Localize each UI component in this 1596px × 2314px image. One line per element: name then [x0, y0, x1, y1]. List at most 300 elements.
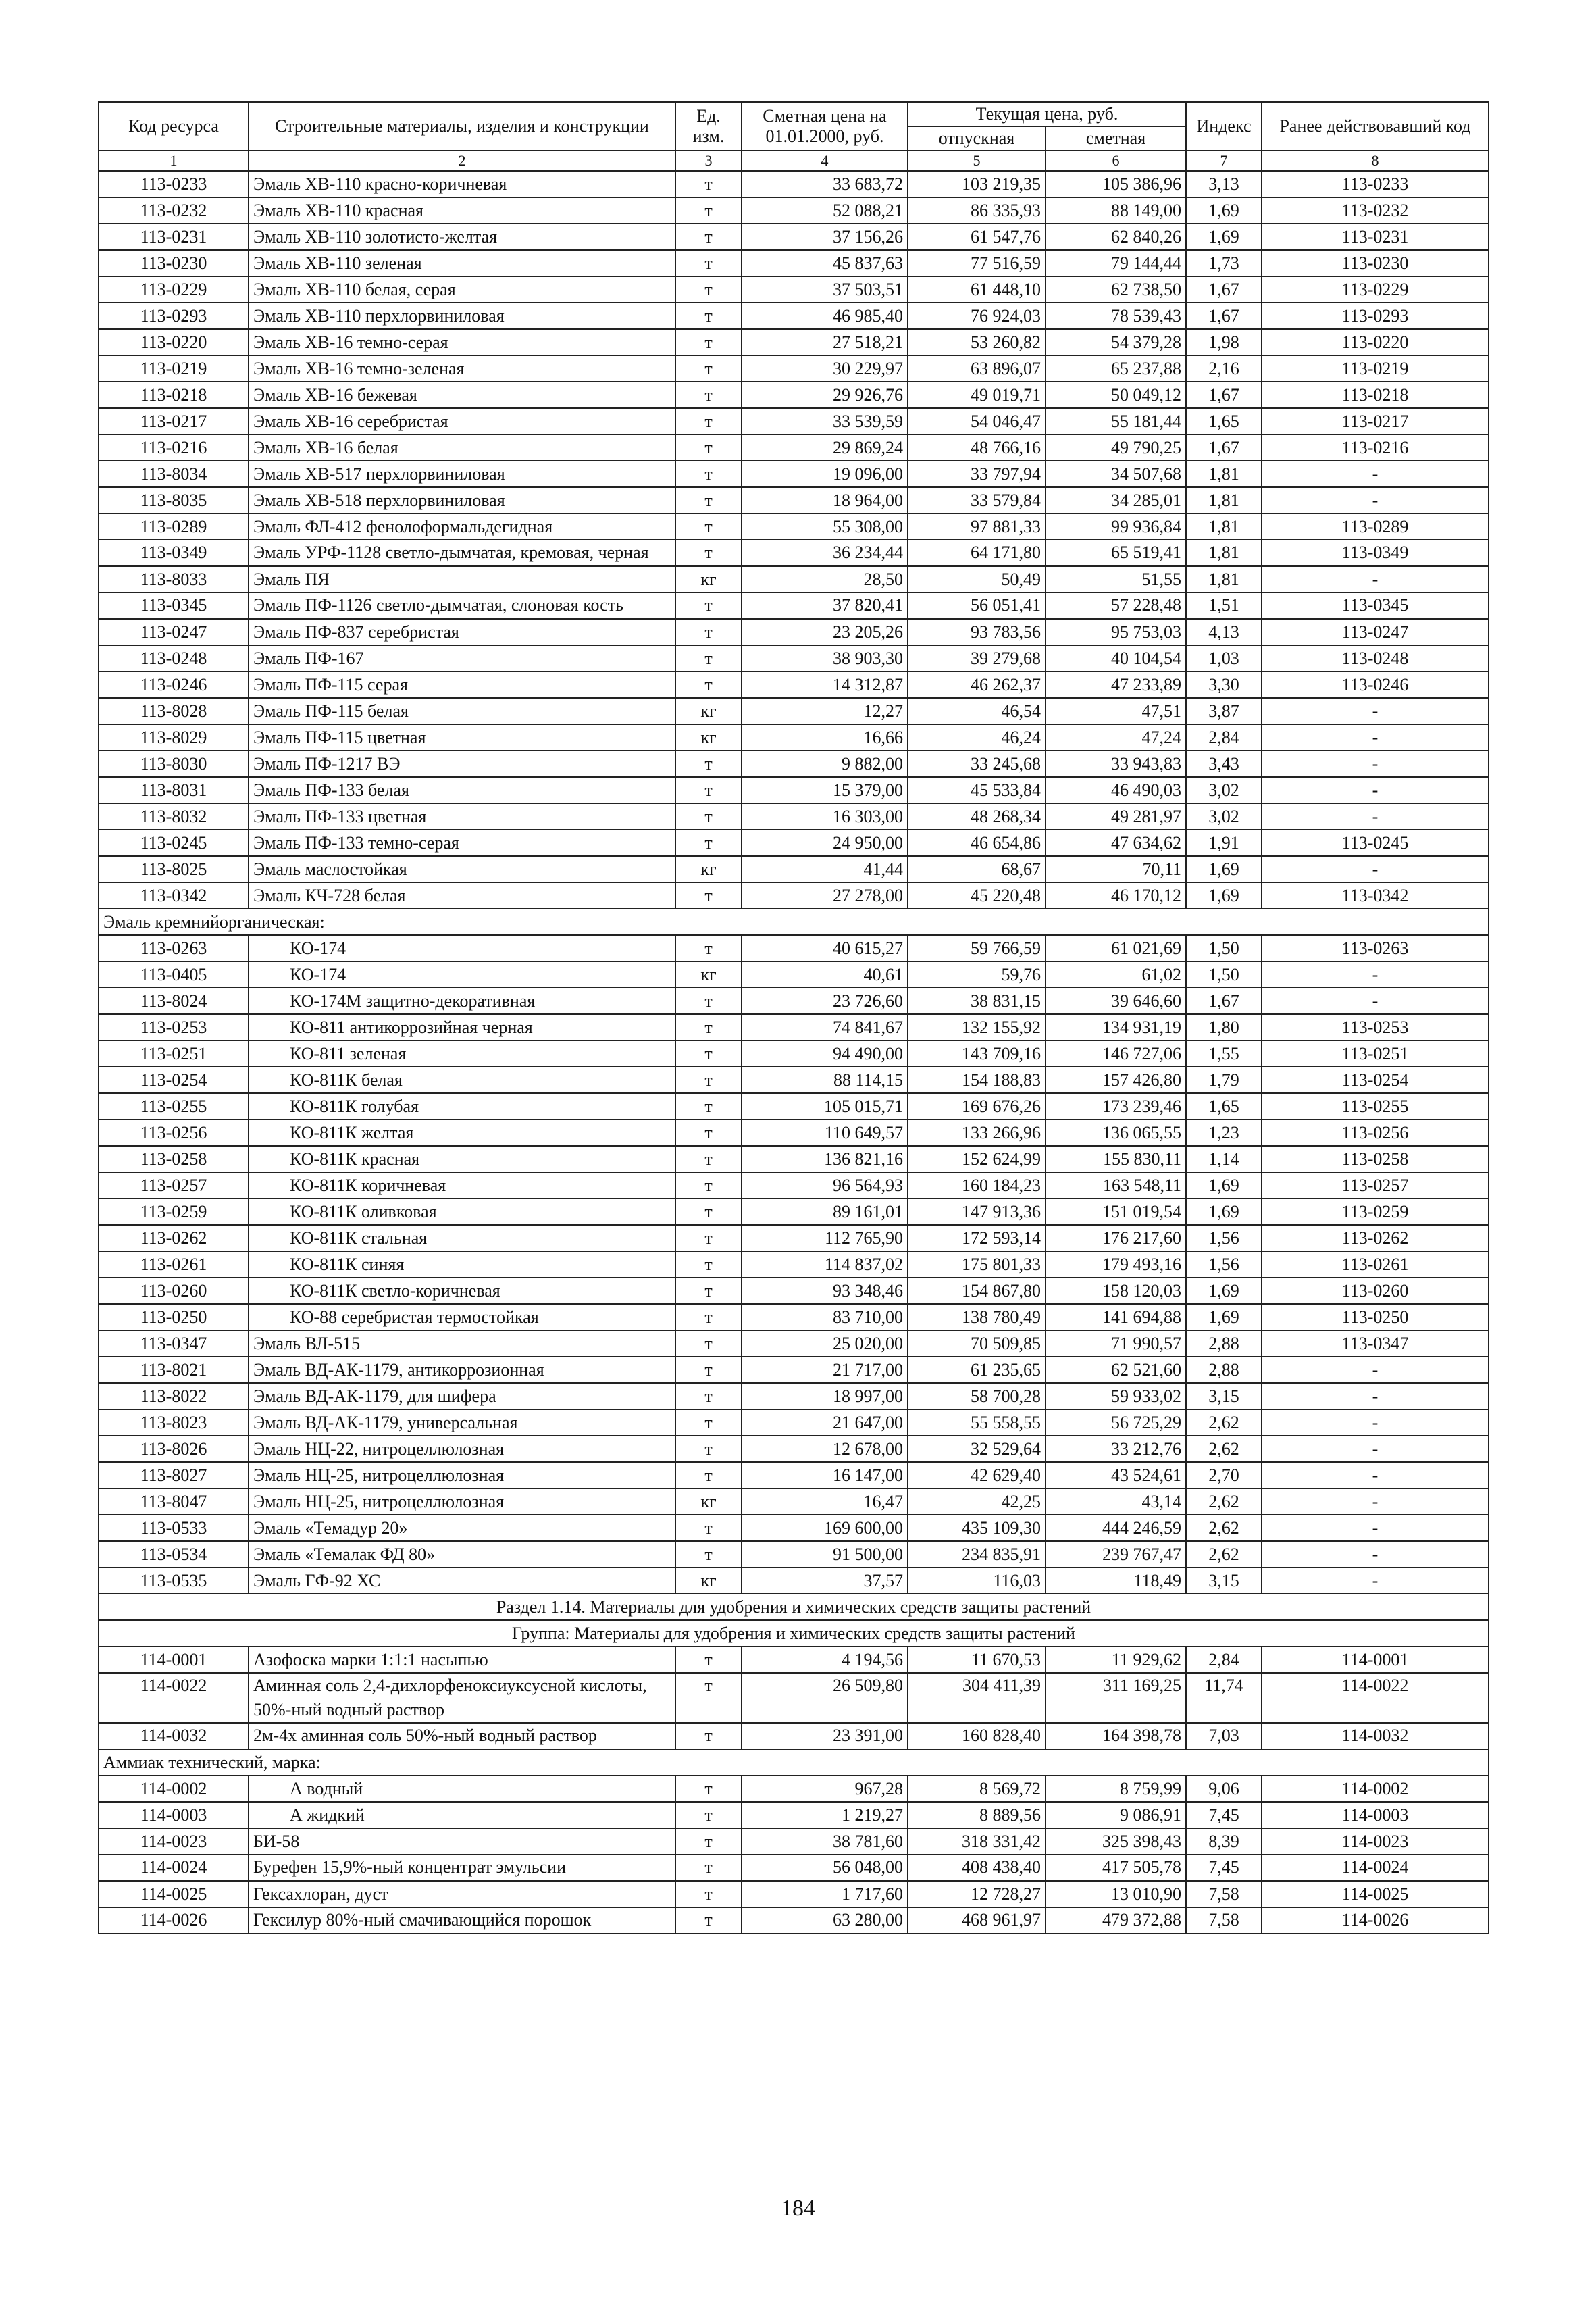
estimated-price: 8 759,99 [1046, 1776, 1186, 1802]
table-row [99, 329, 1489, 355]
price-index: 1,81 [1186, 487, 1262, 513]
retail-price: 138 780,49 [908, 1304, 1046, 1330]
table-row [99, 1357, 1489, 1383]
retail-price: 143 709,16 [908, 1040, 1046, 1067]
retail-price: 11 670,53 [908, 1646, 1046, 1673]
price-2000: 28,50 [742, 566, 908, 593]
table-row [99, 1067, 1489, 1093]
estimated-price: 151 019,54 [1046, 1199, 1186, 1225]
material-name: КО-811К стальная [249, 1225, 675, 1251]
material-name: Эмаль ХВ-110 красная [249, 197, 675, 224]
previous-code: 113-0245 [1262, 830, 1489, 856]
unit: т [675, 1409, 742, 1436]
retail-price: 160 184,23 [908, 1172, 1046, 1199]
estimated-price: 479 372,88 [1046, 1907, 1186, 1934]
unit: т [675, 1330, 742, 1357]
previous-code: - [1262, 1409, 1489, 1436]
material-name: Эмаль ХВ-517 перхлорвиниловая [249, 461, 675, 487]
price-2000: 40 615,27 [742, 935, 908, 961]
table-row [99, 1409, 1489, 1436]
price-2000: 37 820,41 [742, 593, 908, 619]
resource-code: 113-0256 [99, 1120, 249, 1146]
header-estimated: сметная [1046, 126, 1186, 151]
price-2000: 88 114,15 [742, 1067, 908, 1093]
estimated-price: 43 524,61 [1046, 1462, 1186, 1488]
header-price-2000: Сметная цена на 01.01.2000, руб. [742, 102, 908, 151]
estimated-price: 79 144,44 [1046, 250, 1186, 276]
table-row [99, 540, 1489, 566]
resource-code: 113-0259 [99, 1199, 249, 1225]
price-index: 2,84 [1186, 1646, 1262, 1673]
table-row [99, 250, 1489, 276]
estimated-price: 62 840,26 [1046, 224, 1186, 250]
unit: т [675, 988, 742, 1014]
resource-code: 113-0218 [99, 382, 249, 408]
column-number: 1 [99, 151, 249, 171]
price-index: 1,56 [1186, 1225, 1262, 1251]
resource-code: 113-0535 [99, 1567, 249, 1594]
estimated-price: 33 212,76 [1046, 1436, 1186, 1462]
page-number: 184 [781, 2196, 815, 2221]
price-index: 9,06 [1186, 1776, 1262, 1802]
price-2000: 93 348,46 [742, 1278, 908, 1304]
unit: т [675, 1093, 742, 1120]
price-2000: 63 280,00 [742, 1907, 908, 1934]
table-row [99, 672, 1489, 698]
retail-price: 132 155,92 [908, 1014, 1046, 1040]
estimated-price: 33 943,83 [1046, 751, 1186, 777]
unit: кг [675, 1567, 742, 1594]
resource-code: 114-0001 [99, 1646, 249, 1673]
resource-code: 113-0219 [99, 355, 249, 382]
estimated-price: 141 694,88 [1046, 1304, 1186, 1330]
silicone-enamel-rows [99, 935, 1489, 1330]
unit: т [675, 619, 742, 645]
estimated-price: 173 239,46 [1046, 1093, 1186, 1120]
resource-code: 114-0003 [99, 1802, 249, 1828]
unit: т [675, 1278, 742, 1304]
price-index: 7,58 [1186, 1881, 1262, 1907]
table-row [99, 276, 1489, 303]
unit: т [675, 1802, 742, 1828]
unit: т [675, 1673, 742, 1723]
estimated-price: 61 021,69 [1046, 935, 1186, 961]
price-index: 1,81 [1186, 566, 1262, 593]
price-2000: 37 156,26 [742, 224, 908, 250]
group-label-ammonia: Аммиак технический, марка: [99, 1749, 1489, 1776]
table-row [99, 882, 1489, 909]
retail-price: 42 629,40 [908, 1462, 1046, 1488]
price-index: 3,87 [1186, 698, 1262, 724]
previous-code: - [1262, 961, 1489, 988]
price-2000: 33 683,72 [742, 171, 908, 197]
retail-price: 154 188,83 [908, 1067, 1046, 1093]
price-2000: 15 379,00 [742, 777, 908, 803]
material-name: КО-811К светло-коричневая [249, 1278, 675, 1304]
unit: т [675, 1462, 742, 1488]
table-row [99, 1172, 1489, 1199]
price-2000: 16 303,00 [742, 803, 908, 830]
price-2000: 18 997,00 [742, 1383, 908, 1409]
previous-code: 114-0024 [1262, 1855, 1489, 1881]
retail-price: 46,24 [908, 724, 1046, 751]
previous-code: - [1262, 751, 1489, 777]
table-row [99, 751, 1489, 777]
previous-code: - [1262, 566, 1489, 593]
material-name: Эмаль ВЛ-515 [249, 1330, 675, 1357]
material-name: Эмаль ПФ-133 темно-серая [249, 830, 675, 856]
price-index: 1,98 [1186, 329, 1262, 355]
unit: т [675, 1225, 742, 1251]
group-silicone [99, 909, 1489, 935]
retail-price: 234 835,91 [908, 1541, 1046, 1567]
retail-price: 48 766,16 [908, 434, 1046, 461]
resource-code: 113-0261 [99, 1251, 249, 1278]
price-index: 2,62 [1186, 1515, 1262, 1541]
resource-code: 113-0250 [99, 1304, 249, 1330]
estimated-price: 239 767,47 [1046, 1541, 1186, 1567]
price-2000: 9 882,00 [742, 751, 908, 777]
previous-code: 113-0256 [1262, 1120, 1489, 1146]
table-row [99, 1828, 1489, 1855]
table-row [99, 197, 1489, 224]
previous-code: - [1262, 698, 1489, 724]
previous-code: - [1262, 988, 1489, 1014]
table-row [99, 487, 1489, 513]
material-name: КО-811К красная [249, 1146, 675, 1172]
previous-code: 113-0349 [1262, 540, 1489, 566]
previous-code: 113-0254 [1262, 1067, 1489, 1093]
price-2000: 30 229,97 [742, 355, 908, 382]
retail-price: 45 533,84 [908, 777, 1046, 803]
price-index: 1,81 [1186, 513, 1262, 540]
retail-price: 33 579,84 [908, 487, 1046, 513]
estimated-price: 99 936,84 [1046, 513, 1186, 540]
retail-price: 53 260,82 [908, 329, 1046, 355]
previous-code: 113-0220 [1262, 329, 1489, 355]
enamel-rows [99, 171, 1489, 909]
retail-price: 39 279,68 [908, 645, 1046, 672]
price-2000: 23 205,26 [742, 619, 908, 645]
material-name: Эмаль ПФ-115 белая [249, 698, 675, 724]
unit: т [675, 224, 742, 250]
price-2000: 4 194,56 [742, 1646, 908, 1673]
price-index: 3,13 [1186, 171, 1262, 197]
price-index: 1,73 [1186, 250, 1262, 276]
price-index: 2,84 [1186, 724, 1262, 751]
resource-code: 113-0248 [99, 645, 249, 672]
resource-code: 113-0216 [99, 434, 249, 461]
resource-code: 113-8028 [99, 698, 249, 724]
price-index: 2,62 [1186, 1436, 1262, 1462]
retail-price: 76 924,03 [908, 303, 1046, 329]
resource-code: 113-8031 [99, 777, 249, 803]
price-2000: 169 600,00 [742, 1515, 908, 1541]
material-name: Эмаль ХВ-16 темно-зеленая [249, 355, 675, 382]
table-row [99, 434, 1489, 461]
price-index: 1,51 [1186, 593, 1262, 619]
estimated-price: 134 931,19 [1046, 1014, 1186, 1040]
estimated-price: 157 426,80 [1046, 1067, 1186, 1093]
previous-code: 113-0289 [1262, 513, 1489, 540]
price-2000: 967,28 [742, 1776, 908, 1802]
unit: т [675, 1907, 742, 1934]
estimated-price: 47 634,62 [1046, 830, 1186, 856]
previous-code: 113-0218 [1262, 382, 1489, 408]
estimated-price: 34 285,01 [1046, 487, 1186, 513]
material-name: КО-811К желтая [249, 1120, 675, 1146]
unit: т [675, 1172, 742, 1199]
unit: т [675, 1146, 742, 1172]
retail-price: 175 801,33 [908, 1251, 1046, 1278]
resource-code: 113-0260 [99, 1278, 249, 1304]
estimated-price: 146 727,06 [1046, 1040, 1186, 1067]
table-row [99, 1383, 1489, 1409]
retail-price: 147 913,36 [908, 1199, 1046, 1225]
unit: кг [675, 856, 742, 882]
retail-price: 50,49 [908, 566, 1046, 593]
material-name: КО-811 антикоррозийная черная [249, 1014, 675, 1040]
material-name: Гексилур 80%-ный смачивающийся порошок [249, 1907, 675, 1934]
resource-code: 113-0347 [99, 1330, 249, 1357]
retail-price: 61 448,10 [908, 276, 1046, 303]
previous-code: 113-0262 [1262, 1225, 1489, 1251]
table-row [99, 1541, 1489, 1567]
price-index: 2,70 [1186, 1462, 1262, 1488]
estimated-price: 95 753,03 [1046, 619, 1186, 645]
table-row [99, 1567, 1489, 1594]
price-index: 1,67 [1186, 382, 1262, 408]
resource-code: 113-0217 [99, 408, 249, 434]
header-index: Индекс [1186, 102, 1262, 151]
unit: т [675, 1881, 742, 1907]
unit: т [675, 1541, 742, 1567]
table-row [99, 355, 1489, 382]
price-index: 1,67 [1186, 276, 1262, 303]
previous-code: 113-0246 [1262, 672, 1489, 698]
material-name: Азофоска марки 1:1:1 насыпью [249, 1646, 675, 1673]
material-name: Эмаль УРФ-1128 светло-дымчатая, кремовая, черная [249, 540, 675, 566]
retail-price: 59 766,59 [908, 935, 1046, 961]
header-prev-code: Ранее действовавший код [1262, 102, 1489, 151]
estimated-price: 59 933,02 [1046, 1383, 1186, 1409]
resource-code: 113-8027 [99, 1462, 249, 1488]
price-index: 1,69 [1186, 197, 1262, 224]
resource-code: 113-8030 [99, 751, 249, 777]
unit: т [675, 1723, 742, 1749]
estimated-price: 56 725,29 [1046, 1409, 1186, 1436]
price-index: 1,81 [1186, 461, 1262, 487]
retail-price: 45 220,48 [908, 882, 1046, 909]
retail-price: 61 547,76 [908, 224, 1046, 250]
material-name: Эмаль ПФ-1126 светло-дымчатая, слоновая кость [249, 593, 675, 619]
column-number: 8 [1262, 151, 1489, 171]
estimated-price: 46 170,12 [1046, 882, 1186, 909]
previous-code: - [1262, 487, 1489, 513]
material-name: 2м-4х аминная соль 50%-ный водный раствор [249, 1723, 675, 1749]
material-name: Эмаль ПФ-133 белая [249, 777, 675, 803]
price-2000: 21 717,00 [742, 1357, 908, 1383]
material-name: Гексахлоран, дуст [249, 1881, 675, 1907]
material-name: А жидкий [249, 1802, 675, 1828]
price-index: 1,23 [1186, 1120, 1262, 1146]
table-row [99, 1515, 1489, 1541]
previous-code: 114-0032 [1262, 1723, 1489, 1749]
price-2000: 37,57 [742, 1567, 908, 1594]
previous-code: 113-0247 [1262, 619, 1489, 645]
resource-code: 113-8023 [99, 1409, 249, 1436]
estimated-price: 46 490,03 [1046, 777, 1186, 803]
estimated-price: 311 169,25 [1046, 1673, 1186, 1723]
resource-code: 113-0232 [99, 197, 249, 224]
retail-price: 70 509,85 [908, 1330, 1046, 1357]
unit: т [675, 935, 742, 961]
price-2000: 16,47 [742, 1488, 908, 1515]
material-name: Эмаль ХВ-110 красно-коричневая [249, 171, 675, 197]
price-index: 2,88 [1186, 1330, 1262, 1357]
price-index: 4,13 [1186, 619, 1262, 645]
price-index: 7,45 [1186, 1802, 1262, 1828]
unit: т [675, 777, 742, 803]
estimated-price: 164 398,78 [1046, 1723, 1186, 1749]
previous-code: 113-0260 [1262, 1278, 1489, 1304]
material-name: Эмаль «Темалак ФД 80» [249, 1541, 675, 1567]
resource-code: 113-8033 [99, 566, 249, 593]
material-name: КО-88 серебристая термостойкая [249, 1304, 675, 1330]
price-2000: 89 161,01 [742, 1199, 908, 1225]
previous-code: 113-0250 [1262, 1304, 1489, 1330]
estimated-price: 49 281,97 [1046, 803, 1186, 830]
unit: т [675, 355, 742, 382]
previous-code: - [1262, 1567, 1489, 1594]
material-name: КО-811К синяя [249, 1251, 675, 1278]
resource-code: 113-0246 [99, 672, 249, 698]
unit: т [675, 1828, 742, 1855]
material-name: Эмаль ФЛ-412 фенолоформальдегидная [249, 513, 675, 540]
material-name: Эмаль ХВ-110 белая, серая [249, 276, 675, 303]
material-name: Эмаль ХВ-110 перхлорвиниловая [249, 303, 675, 329]
material-name: Эмаль ВД-АК-1179, универсальная [249, 1409, 675, 1436]
material-name: Эмаль ХВ-110 зеленая [249, 250, 675, 276]
price-index: 2,62 [1186, 1488, 1262, 1515]
table-row [99, 724, 1489, 751]
column-number: 6 [1046, 151, 1186, 171]
group-ammonia [99, 1749, 1489, 1776]
retail-price: 12 728,27 [908, 1881, 1046, 1907]
previous-code: 114-0026 [1262, 1907, 1489, 1934]
material-name: Эмаль ХВ-16 серебристая [249, 408, 675, 434]
header-name: Строительные материалы, изделия и конструкции [249, 102, 675, 151]
unit: кг [675, 724, 742, 751]
retail-price: 46,54 [908, 698, 1046, 724]
table-row [99, 830, 1489, 856]
previous-code: 114-0023 [1262, 1828, 1489, 1855]
unit: т [675, 751, 742, 777]
material-name: КО-174 [249, 935, 675, 961]
previous-code: 113-0258 [1262, 1146, 1489, 1172]
retail-price: 408 438,40 [908, 1855, 1046, 1881]
header-code: Код ресурса [99, 102, 249, 151]
previous-code: 113-0219 [1262, 355, 1489, 382]
resource-code: 114-0022 [99, 1673, 249, 1723]
table-row [99, 988, 1489, 1014]
unit: т [675, 1646, 742, 1673]
table-row [99, 1881, 1489, 1907]
price-table [98, 101, 1489, 1934]
table-row [99, 1802, 1489, 1828]
price-2000: 29 869,24 [742, 434, 908, 461]
retail-price: 8 569,72 [908, 1776, 1046, 1802]
previous-code: 113-0231 [1262, 224, 1489, 250]
price-2000: 112 765,90 [742, 1225, 908, 1251]
retail-price: 33 797,94 [908, 461, 1046, 487]
material-name: Эмаль ПФ-115 серая [249, 672, 675, 698]
ammonia-rows [99, 1776, 1489, 1828]
estimated-price: 65 237,88 [1046, 355, 1186, 382]
resource-code: 113-0342 [99, 882, 249, 909]
retail-price: 64 171,80 [908, 540, 1046, 566]
column-number: 5 [908, 151, 1046, 171]
price-index: 1,56 [1186, 1251, 1262, 1278]
table-row [99, 645, 1489, 672]
estimated-price: 39 646,60 [1046, 988, 1186, 1014]
enamel-rows-2 [99, 1330, 1489, 1594]
table-row [99, 1093, 1489, 1120]
previous-code: - [1262, 1488, 1489, 1515]
estimated-price: 176 217,60 [1046, 1225, 1186, 1251]
retail-price: 304 411,39 [908, 1673, 1046, 1723]
material-name: Бурефен 15,9%-ный концентрат эмульсии [249, 1855, 675, 1881]
material-name: Эмаль ПФ-133 цветная [249, 803, 675, 830]
price-index: 1,67 [1186, 434, 1262, 461]
price-2000: 94 490,00 [742, 1040, 908, 1067]
table-row [99, 1278, 1489, 1304]
price-2000: 91 500,00 [742, 1541, 908, 1567]
unit: т [675, 1515, 742, 1541]
unit: т [675, 1067, 742, 1093]
table-row [99, 1646, 1489, 1673]
resource-code: 113-0220 [99, 329, 249, 355]
price-2000: 19 096,00 [742, 461, 908, 487]
previous-code: 113-0261 [1262, 1251, 1489, 1278]
unit: т [675, 1357, 742, 1383]
price-2000: 46 985,40 [742, 303, 908, 329]
price-index: 3,02 [1186, 777, 1262, 803]
price-2000: 55 308,00 [742, 513, 908, 540]
price-index: 1,67 [1186, 303, 1262, 329]
previous-code: - [1262, 724, 1489, 751]
previous-code: 113-0229 [1262, 276, 1489, 303]
material-name: Эмаль КЧ-728 белая [249, 882, 675, 909]
estimated-price: 55 181,44 [1046, 408, 1186, 434]
resource-code: 113-0293 [99, 303, 249, 329]
material-name: КО-811К коричневая [249, 1172, 675, 1199]
column-number: 2 [249, 151, 675, 171]
unit: т [675, 672, 742, 698]
unit: кг [675, 1488, 742, 1515]
retail-price: 55 558,55 [908, 1409, 1046, 1436]
resource-code: 113-8034 [99, 461, 249, 487]
table-row [99, 698, 1489, 724]
estimated-price: 155 830,11 [1046, 1146, 1186, 1172]
material-name: КО-811К белая [249, 1067, 675, 1093]
price-2000: 41,44 [742, 856, 908, 882]
table-row [99, 1776, 1489, 1802]
price-index: 2,16 [1186, 355, 1262, 382]
price-2000: 38 903,30 [742, 645, 908, 672]
resource-code: 113-0253 [99, 1014, 249, 1040]
resource-code: 113-0233 [99, 171, 249, 197]
